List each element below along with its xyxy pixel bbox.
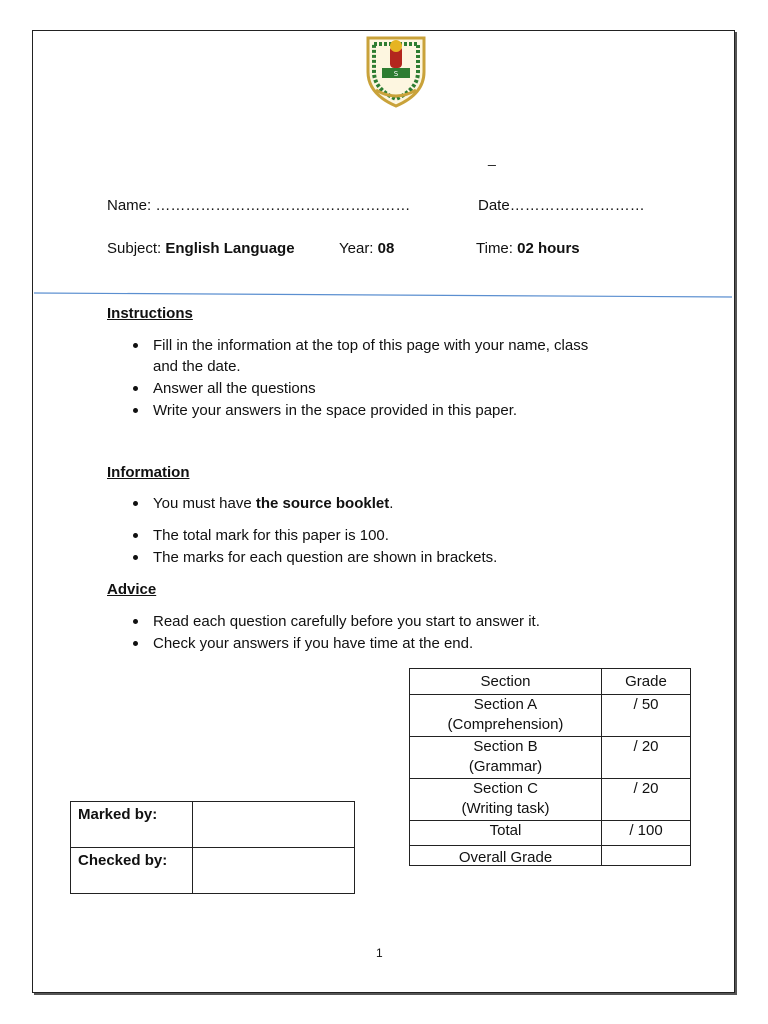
instruction-item: Answer all the questions [153, 378, 673, 399]
section-subtitle: (Grammar) [468, 758, 543, 775]
section-cell [410, 846, 602, 866]
instructions-list [107, 335, 673, 422]
instructions-heading: Instructions [107, 305, 193, 322]
overall-grade-label: Overall Grade [458, 849, 553, 865]
grade-cell[interactable]: / 100 [602, 821, 691, 846]
grade-column-header: Grade [602, 669, 691, 695]
year-value: 08 [377, 240, 395, 257]
grade-cell[interactable]: / 50 [602, 695, 691, 737]
section-cell [410, 779, 602, 821]
information-list [107, 493, 673, 569]
information-item-suffix: . [389, 495, 394, 512]
marked-by-field[interactable] [193, 802, 355, 848]
advice-item: Read each question carefully before you start to answer it. [153, 611, 673, 632]
date-dots: ……………………… [509, 197, 645, 214]
section-cell: Total [410, 821, 602, 846]
subject-label: Subject: [107, 240, 162, 257]
section-column-header: Section [410, 669, 602, 695]
time-label: Time: [476, 240, 513, 257]
marking-table [70, 801, 355, 894]
date-line [478, 197, 645, 214]
page-number: 1 [376, 946, 383, 960]
information-item [153, 493, 673, 514]
section-cell [410, 737, 602, 779]
checked-by-field[interactable] [193, 848, 355, 894]
advice-heading: Advice [107, 581, 157, 598]
grade-cell[interactable]: / 20 [602, 779, 691, 821]
information-item: The total mark for this paper is 100. [153, 525, 673, 546]
header-divider [34, 292, 732, 298]
grade-cell[interactable]: / 20 [602, 737, 691, 779]
name-label: Name: [107, 197, 152, 214]
checked-by-row [71, 848, 355, 894]
information-heading: Information [107, 464, 190, 481]
advice-list [107, 611, 673, 655]
section-name: Section A [473, 696, 538, 713]
instruction-item: Fill in the information at the top of this page with your name, class and the date. [153, 335, 613, 377]
grade-row-section-b [410, 737, 691, 779]
grade-row-total [410, 821, 691, 846]
grade-row-section-a [410, 695, 691, 737]
year-line [339, 240, 394, 257]
section-subtitle: (Comprehension) [447, 716, 564, 733]
section-cell [410, 695, 602, 737]
information-item-prefix: You must have [153, 495, 256, 512]
grade-row-overall [410, 846, 691, 866]
marked-by-label: Marked by: [71, 802, 193, 848]
time-line [476, 240, 580, 257]
section-name: Section C [472, 780, 539, 797]
grade-table [409, 668, 691, 866]
year-label: Year: [339, 240, 374, 257]
svg-text:S: S [393, 70, 399, 78]
name-line [107, 197, 410, 214]
school-crest-logo [362, 32, 430, 110]
section-subtitle: (Writing task) [461, 800, 550, 817]
date-label: Date [478, 197, 510, 214]
instruction-item: Write your answers in the space provided in this paper. [153, 400, 673, 421]
header-dash: _ [488, 150, 496, 166]
grade-table-header-row [410, 669, 691, 695]
information-item: The marks for each question are shown in brackets. [153, 547, 673, 568]
advice-item: Check your answers if you have time at the end. [153, 633, 673, 654]
name-dots: …………………………………………… [155, 197, 411, 214]
subject-value: English Language [165, 240, 295, 257]
source-booklet-text: the source booklet [255, 495, 390, 512]
checked-by-label: Checked by: [71, 848, 193, 894]
overall-grade-cell[interactable] [602, 846, 691, 866]
marked-by-row [71, 802, 355, 848]
grade-row-section-c [410, 779, 691, 821]
section-name: Section B [473, 738, 538, 755]
time-value: 02 hours [517, 240, 580, 257]
subject-line [107, 240, 295, 257]
